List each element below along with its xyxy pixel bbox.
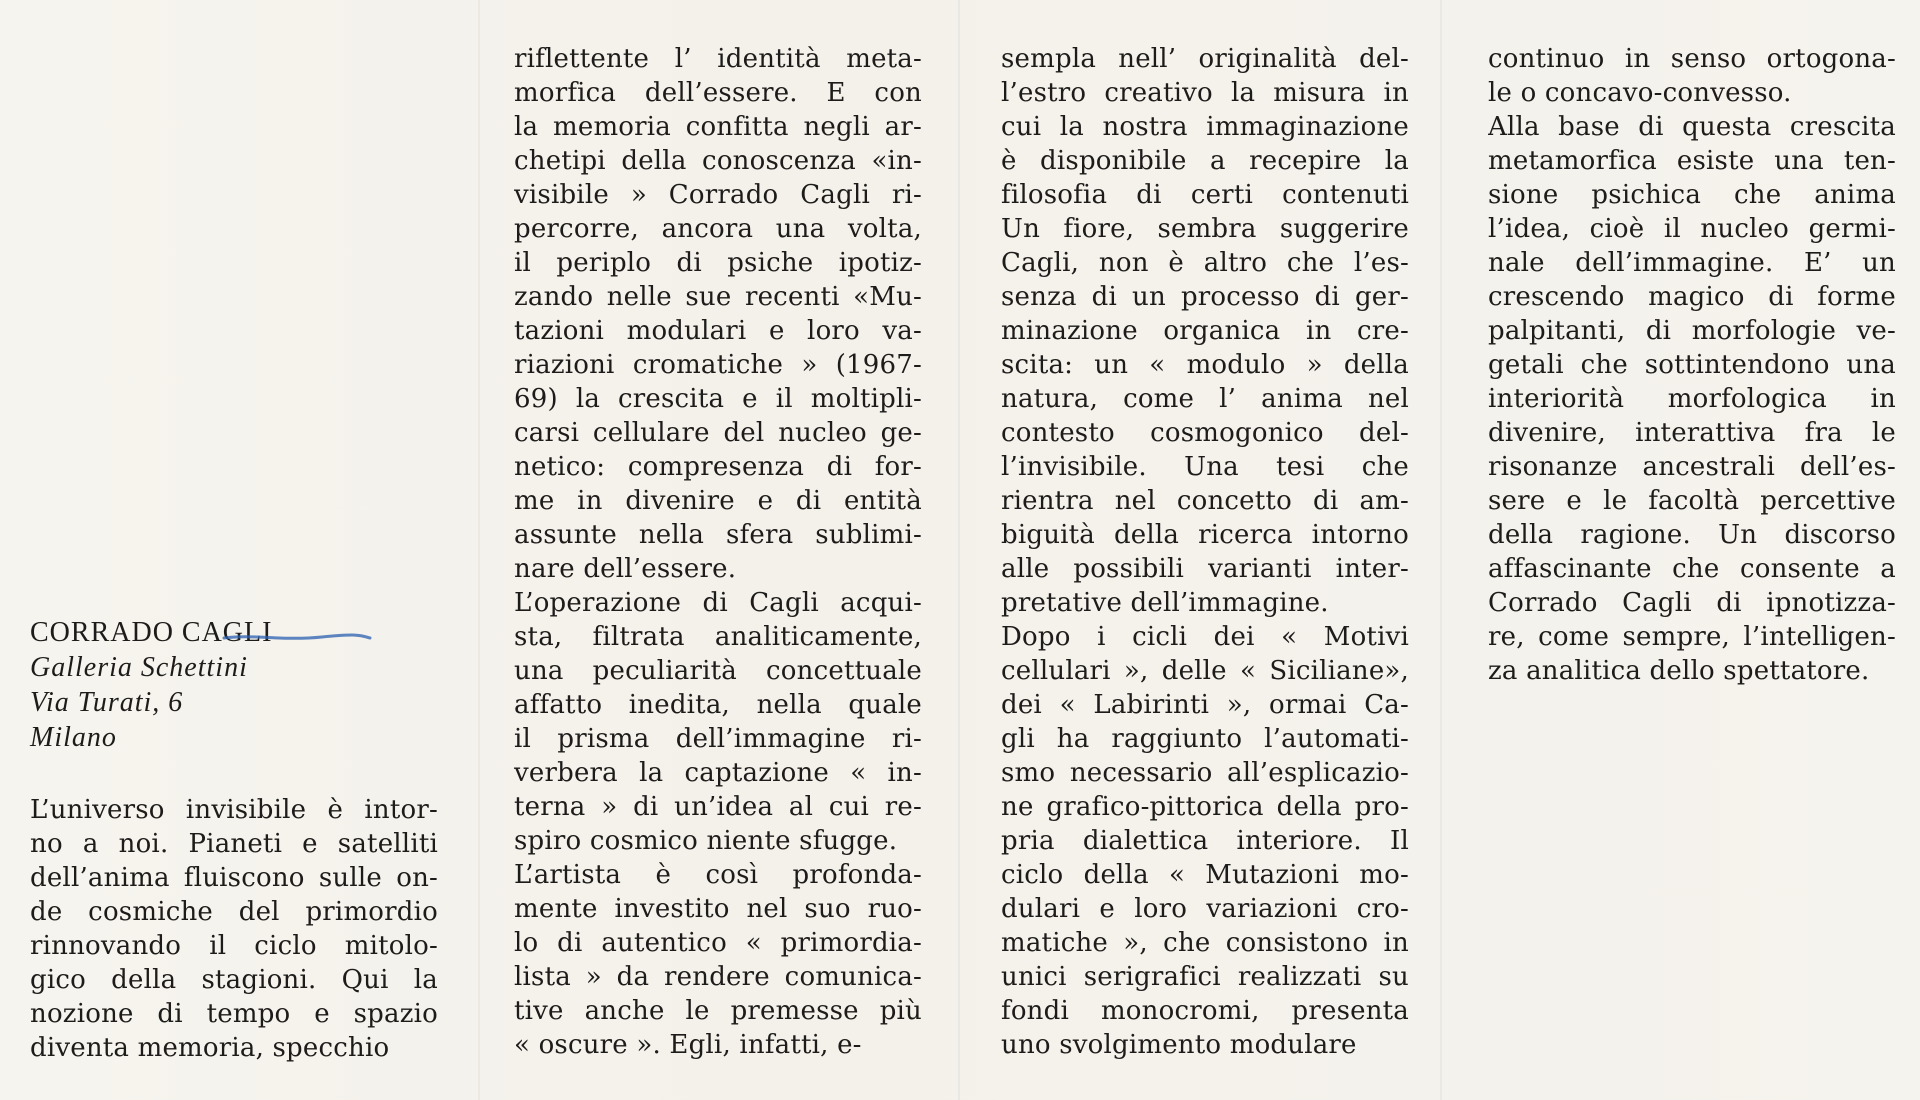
- text-line: zando nelle sue recenti «Mu-: [514, 282, 922, 312]
- text-line: Cagli, non è altro che l’es-: [1001, 248, 1409, 278]
- text-line: smo necessario all’esplicazio-: [1001, 758, 1409, 788]
- text-line: fondi monocromi, presenta: [1001, 996, 1409, 1026]
- text-line: riflettente l’ identità meta-: [514, 44, 922, 74]
- text-line: dei « Labirinti », ormai Ca-: [1001, 690, 1409, 720]
- text-line: dell’anima fluiscono sulle on-: [30, 863, 438, 893]
- text-line: L’operazione di Cagli acqui-: [514, 588, 922, 618]
- text-line: sione psichica che anima: [1488, 180, 1896, 210]
- text-column-4: [1488, 42, 1896, 688]
- text-line: pretative dell’immagine.: [1001, 588, 1329, 618]
- text-line: spiro cosmico niente sfugge.: [514, 826, 898, 856]
- text-line: metamorfica esiste una ten-: [1488, 146, 1896, 176]
- text-line: getali che sottintendono una: [1488, 350, 1896, 380]
- text-line: divenire, interattiva fra le: [1488, 418, 1896, 448]
- text-line: gli ha raggiunto l’automati-: [1001, 724, 1409, 754]
- text-line: verbera la captazione « in-: [514, 758, 922, 788]
- text-line: mente investito nel suo ruo-: [514, 894, 922, 924]
- text-line: affatto inedita, nella quale: [514, 690, 922, 720]
- text-line: visibile » Corrado Cagli ri-: [514, 180, 922, 210]
- text-line: il periplo di psiche ipotiz-: [514, 248, 922, 278]
- text-line: cui la nostra immaginazione: [1001, 112, 1409, 142]
- exhibition-header: [30, 615, 450, 755]
- text-line: senza di un processo di ger-: [1001, 282, 1409, 312]
- text-line: la memoria confitta negli ar-: [514, 112, 922, 142]
- text-line: L’universo invisibile è intor-: [30, 795, 438, 825]
- text-line: l’estro creativo la misura in: [1001, 78, 1409, 108]
- text-line: ne grafico-pittorica della pro-: [1001, 792, 1409, 822]
- text-line: natura, come l’ anima nel: [1001, 384, 1409, 414]
- text-line: sere e le facoltà percettive: [1488, 486, 1896, 516]
- text-line: percorre, ancora una volta,: [514, 214, 922, 244]
- text-line: uno svolgimento modulare: [1001, 1030, 1357, 1060]
- text-line: minazione organica in cre-: [1001, 316, 1409, 346]
- text-line: contesto cosmogonico del-: [1001, 418, 1409, 448]
- text-line: rientra nel concetto di am-: [1001, 486, 1409, 516]
- text-line: nare dell’essere.: [514, 554, 737, 584]
- text-column-1: [30, 793, 438, 1065]
- text-line: crescendo magico di forme: [1488, 282, 1896, 312]
- text-line: de cosmiche del primordio: [30, 897, 438, 927]
- text-line: sta, filtrata analiticamente,: [514, 622, 922, 652]
- text-line: gico della stagioni. Qui la: [30, 965, 438, 995]
- text-line: tazioni modulari e loro va-: [514, 316, 922, 346]
- text-line: rinnovando il ciclo mitolo-: [30, 931, 438, 961]
- gallery-address: Via Turati, 6: [30, 687, 184, 718]
- text-line: matiche », che consistono in: [1001, 928, 1409, 958]
- text-line: « oscure ». Egli, infatti, e-: [514, 1030, 862, 1060]
- text-line: della ragione. Un discorso: [1488, 520, 1896, 550]
- text-line: chetipi della conoscenza «in-: [514, 146, 922, 176]
- text-line: palpitanti, di morfologie ve-: [1488, 316, 1896, 346]
- text-line: interiorità morfologica in: [1488, 384, 1896, 414]
- text-line: cellulari », delle « Siciliane»,: [1001, 656, 1409, 686]
- text-line: 69) la crescita e il moltipli-: [514, 384, 922, 414]
- fold-line: [478, 0, 480, 1100]
- text-line: netico: compresenza di for-: [514, 452, 922, 482]
- text-line: lo di autentico « primordia-: [514, 928, 922, 958]
- text-column-2: [514, 42, 922, 1062]
- text-line: biguità della ricerca intorno: [1001, 520, 1409, 550]
- artist-name: CORRADO CAGLI: [30, 617, 273, 648]
- text-line: nale dell’immagine. E’ un: [1488, 248, 1896, 278]
- text-line: Alla base di questa crescita: [1488, 112, 1896, 142]
- text-line: L’artista è così profonda-: [514, 860, 922, 890]
- text-line: continuo in senso ortogona-: [1488, 44, 1896, 74]
- text-line: sempla nell’ originalità del-: [1001, 44, 1409, 74]
- text-line: ciclo della « Mutazioni mo-: [1001, 860, 1409, 890]
- text-line: re, come sempre, l’intelligen-: [1488, 622, 1896, 652]
- text-line: pria dialettica interiore. Il: [1001, 826, 1409, 856]
- text-line: tive anche le premesse più: [514, 996, 922, 1026]
- gallery-name: Galleria Schettini: [30, 652, 248, 683]
- text-line: za analitica dello spettatore.: [1488, 656, 1870, 686]
- text-line: diventa memoria, specchio: [30, 1033, 390, 1063]
- text-line: l’idea, cioè il nucleo germi-: [1488, 214, 1896, 244]
- text-line: è disponibile a recepire la: [1001, 146, 1409, 176]
- text-line: Dopo i cicli dei « Motivi: [1001, 622, 1409, 652]
- text-line: le o concavo-convesso.: [1488, 78, 1792, 108]
- text-line: affascinante che consente a: [1488, 554, 1896, 584]
- text-line: terna » di un’idea al cui re-: [514, 792, 922, 822]
- text-line: alle possibili varianti inter-: [1001, 554, 1409, 584]
- text-line: morfica dell’essere. E con: [514, 78, 922, 108]
- text-line: riazioni cromatiche » (1967-: [514, 350, 922, 380]
- text-line: risonanze ancestrali dell’es-: [1488, 452, 1896, 482]
- text-line: l’invisibile. Una tesi che: [1001, 452, 1409, 482]
- text-line: unici serigrafici realizzati su: [1001, 962, 1409, 992]
- text-line: no a noi. Pianeti e satelliti: [30, 829, 438, 859]
- text-line: dulari e loro variazioni cro-: [1001, 894, 1409, 924]
- text-line: carsi cellulare del nucleo ge-: [514, 418, 922, 448]
- text-line: assunte nella sfera sublimi-: [514, 520, 922, 550]
- text-line: filosofia di certi contenuti: [1001, 180, 1409, 210]
- text-line: lista » da rendere comunica-: [514, 962, 922, 992]
- text-line: nozione di tempo e spazio: [30, 999, 438, 1029]
- fold-line: [958, 0, 960, 1100]
- fold-line: [1440, 0, 1442, 1100]
- text-line: Corrado Cagli di ipnotizza-: [1488, 588, 1896, 618]
- gallery-city: Milano: [30, 722, 117, 753]
- text-line: una peculiarità concettuale: [514, 656, 922, 686]
- text-line: scita: un « modulo » della: [1001, 350, 1409, 380]
- text-column-3: [1001, 42, 1409, 1062]
- text-line: me in divenire e di entità: [514, 486, 922, 516]
- text-line: il prisma dell’immagine ri-: [514, 724, 922, 754]
- text-line: Un fiore, sembra suggerire: [1001, 214, 1409, 244]
